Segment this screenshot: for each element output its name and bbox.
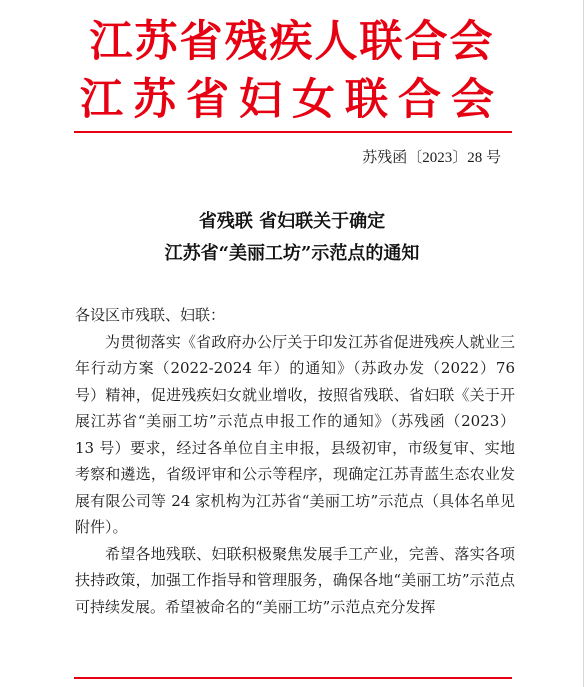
letterhead-line-1: 江苏省残疾人联合会 xyxy=(89,17,495,67)
body-paragraph-2: 希望各地残联、妇联积极聚焦发展手工产业，完善、落实各项扶持政策，加强工作指导和管理服务，确保各地“美丽工坊”示范点可持续发展。希望被命名的“美丽工坊”示范点充分发挥 xyxy=(75,544,515,616)
red-separator-line xyxy=(74,131,512,133)
body-paragraph-1: 为贯彻落实《省政府办公厅关于印发江苏省促进残疾人就业三年行动方案（2022-2024 年）的通知》（苏政办发（2022）76 号）精神，促进残疾妇女就业增收，按照省残联、省妇联《关于开展江苏省“美丽工坊”示范点申报工作的通知》（苏残函（2023）13 号）要求，经过各单位自主申报，县级初审，市级复审、实地考察和遴选，省级评审和公示等程序，现确定江苏青蓝生态农业发展有限公司等 24 家机构为江苏省“美丽工坊”示范点（具体名单见附件）。 xyxy=(75,332,515,536)
salutation: 各设区市残联、妇联： xyxy=(75,306,226,324)
red-footer-line xyxy=(74,677,512,679)
document-number: 苏残函〔2023〕28 号 xyxy=(362,150,501,166)
letterhead-line-2: 江苏省妇女联合会 xyxy=(80,75,504,125)
document-body xyxy=(75,302,515,620)
document-title-line-1: 省残联 省妇联关于确定 xyxy=(198,211,386,232)
document-title-line-2: 江苏省“美丽工坊”示范点的通知 xyxy=(164,243,420,264)
